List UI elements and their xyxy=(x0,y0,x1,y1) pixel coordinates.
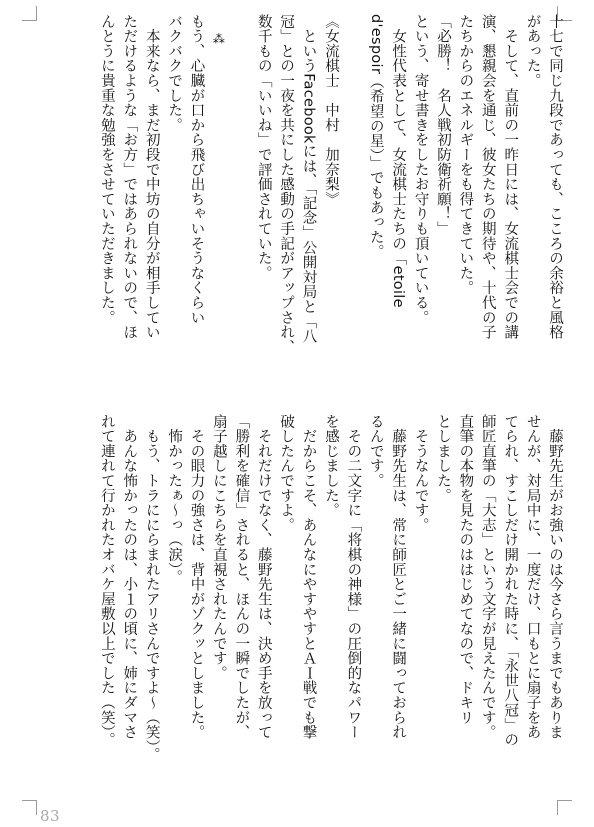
text-column: その眼力の強さは、背中がゾクッとしました。 xyxy=(188,414,205,740)
crop-mark-bottom-right xyxy=(557,800,572,815)
text-column: 冠」との一夜を共にした感動の手記がアップされ、 xyxy=(278,14,295,355)
text-column: るんです。 xyxy=(367,414,384,488)
text-column: たちからのエネルギーをも得てきていた。 xyxy=(457,14,474,296)
text-column: 本来なら、まだ初段で中坊の自分が相手してい xyxy=(143,14,160,340)
text-column: があった。 xyxy=(524,14,541,88)
bottom-text-block xyxy=(95,414,566,799)
text-column: そして、直前の一昨日には、女流棋士会での講 xyxy=(502,14,519,340)
text-column: ただけるような「お方」ではあられないので、ほ xyxy=(121,14,138,340)
text-column: としました。 xyxy=(434,414,451,503)
text-column: あんな怖かったのは、小１の頃に、姉にダマさ xyxy=(121,414,138,740)
section-break-mark: ⁂ xyxy=(211,32,226,47)
text-column: 「必勝！ 名人戦初防衛祈願！」 xyxy=(434,14,451,236)
text-column: 十七で同じ九段であっても、こころの余裕と風格 xyxy=(547,14,563,340)
text-column: 師匠直筆の「大志」という文字が見えたんです。 xyxy=(479,414,496,740)
text-column: それだけでなく、藤野先生は、決め手を放って xyxy=(255,414,272,740)
text-column: 扇子越しにこちらを直視されたんです。 xyxy=(210,414,227,681)
text-column: という、寄せ書きをしたお守りも頂いている。 xyxy=(412,14,429,325)
text-column: んとうに貴重な勉強をさせていただきました。 xyxy=(98,14,115,325)
text-column: その二文字に「将棋の神様」の圧倒的なパワー xyxy=(345,414,362,740)
text-column: 怖かったぁ～っ（涙）。 xyxy=(166,414,183,585)
text-column: れて連れて行かれたオバケ屋敷以上でした（笑）。 xyxy=(98,414,115,748)
text-column: そうなんです。 xyxy=(412,414,429,533)
text-column: 藤野先生がお強いのは今さら言うまでもありま xyxy=(547,414,563,740)
text-column: 演、懇親会を通じ、彼女たちの期待や、十代の子 xyxy=(479,14,496,340)
text-column: せんが、対局中に、一度だけ、口もとに扇子をあ xyxy=(524,414,541,740)
crop-mark-top-left xyxy=(22,6,37,21)
top-text-block xyxy=(95,14,566,394)
text-column: てられ、すこしだけ開かれた時に、「永世八冠」の xyxy=(502,414,519,748)
text-column: 女性代表として、女流棋士たちの「etoile xyxy=(390,14,407,308)
text-column: 破したんですよ。 xyxy=(278,414,295,533)
text-column: 数千もの「いいね」で評価されていた。 xyxy=(255,14,272,281)
text-column: もう、トラににらまれたアリさんですよ～（笑）。 xyxy=(143,414,160,762)
text-column: バクバクでした。 xyxy=(166,14,183,133)
text-column: を感じました。 xyxy=(322,414,339,518)
text-column: 「勝利を確信」されると、ほんの一瞬でしたが、 xyxy=(233,414,250,740)
text-column: 《女流棋士 中村 加奈梨》 xyxy=(322,14,339,207)
text-column: というFacebookには、「記念」公開対局と「八 xyxy=(300,14,317,344)
crop-mark-bottom-left xyxy=(22,800,37,815)
text-column: 藤野先生は、常に師匠とご一緒に闘っておられ xyxy=(390,414,407,740)
text-column: 直筆の本物を見たのははじめてなので、ドキリ xyxy=(457,414,474,725)
text-column: もう、心臓が口から飛び出ちゃいそうなくらい xyxy=(188,14,205,325)
text-column: d'espoir（希望の星）」でもあった。 xyxy=(367,14,384,260)
page-number: 83 xyxy=(40,807,61,825)
text-column: だからこそ、あんなにやすやすとＡＩ戦でも撃 xyxy=(300,414,317,740)
